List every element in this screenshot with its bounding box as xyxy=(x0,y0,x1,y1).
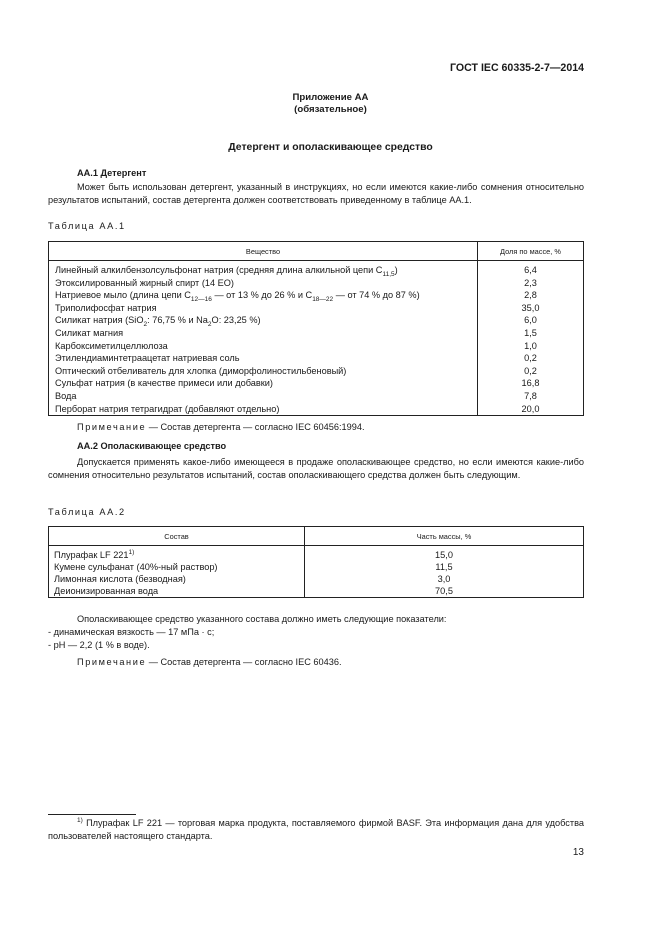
footnote-mark: 1) xyxy=(77,816,83,824)
table-cell-substance: Этилендиаминтетраацетат натриевая соль xyxy=(49,352,478,365)
table-cell-value: 0,2 xyxy=(524,353,537,364)
table-cell-value: 35,0 xyxy=(521,302,540,313)
table-row xyxy=(49,390,584,403)
table-aa1 xyxy=(48,241,584,416)
aa2-text: Допускается применять какое-либо имеющееся в продаже ополаскивающее средство, но если имеются какие-либо сомнения относительно результатов испытаний, состав ополаскивающего средства должен быть следующим. xyxy=(48,457,584,480)
table-cell-value: 70,5 xyxy=(435,586,453,596)
table-cell-component: Плурафак LF 221$^{1)}$ xyxy=(49,546,305,562)
table-cell-component: Деионизированная вода xyxy=(49,585,305,598)
annex-status: (обязательное) xyxy=(294,104,367,115)
table-cell-value: 20,0 xyxy=(521,403,540,414)
table-row xyxy=(49,573,584,585)
table-cell-substance: Натриевое мыло (длина цепи $C_{12—16}$ — от 13 % до 26 % и $C_{18—22}$ — от 74 % до 87 %) xyxy=(49,289,478,302)
aa2-props-intro: Ополаскивающее средство указанного состава должно иметь следующие показатели: xyxy=(77,614,447,624)
table-row xyxy=(49,403,584,416)
note-text: — Состав детергента — согласно IEC 60436. xyxy=(146,657,342,667)
table-row xyxy=(49,352,584,365)
table-cell-substance: Силикат магния xyxy=(49,327,478,340)
table-row xyxy=(49,327,584,340)
aa2-prop-viscosity: - динамическая вязкость — 17 мПа · с; xyxy=(48,627,215,637)
footnote-ref: 1) xyxy=(128,548,135,556)
table-cell-substance: Перборат натрия тетрагидрат (добавляют отдельно) xyxy=(49,403,478,416)
table-cell-component: Кумене сульфанат (40%-ный раствор) xyxy=(49,561,305,573)
table-row xyxy=(49,289,584,302)
table-cell-substance: Сульфат натрия (в качестве примеси или добавки) xyxy=(49,377,478,390)
page-number: 13 xyxy=(572,847,584,858)
aa1-text: Может быть использован детергент, указанный в инструкциях, но если имеются какие-либо сомнения относительно результатов испытаний, состав детергента должен соответствовать приведенному в таблице АА.1. xyxy=(48,182,584,205)
table-aa2-caption: Таблица АА.2 xyxy=(48,507,126,517)
note-label: Примечание xyxy=(77,657,147,667)
table-cell-value: 6,4 xyxy=(524,265,537,275)
table-cell-value: 0,2 xyxy=(524,365,537,376)
table-cell-substance: Карбоксиметилцеллюлоза xyxy=(49,340,478,353)
table-row xyxy=(49,302,584,315)
table-cell-value: 7,8 xyxy=(524,390,537,401)
table-aa2 xyxy=(48,526,584,598)
table-cell-value: 2,8 xyxy=(524,290,537,301)
table-cell-substance: Триполифосфат натрия xyxy=(49,302,478,315)
table-row xyxy=(49,585,584,598)
table-aa1-header-fraction: Доля по массе, % xyxy=(478,242,584,261)
standard-header: ГОСТ IEC 60335-2-7—2014 xyxy=(450,62,584,74)
table-cell-value: 1,0 xyxy=(524,340,537,351)
table-row xyxy=(49,377,584,390)
aa2-heading: АА.2 Ополаскивающее средство xyxy=(77,441,227,451)
table-cell-value: 11,5 xyxy=(435,562,453,572)
aa1-heading: АА.1 Детергент xyxy=(77,168,147,178)
table-cell-value: 1,5 xyxy=(524,327,537,338)
note-text: — Состав детергента — согласно IEC 60456:1994. xyxy=(146,422,365,432)
table-row xyxy=(49,261,584,277)
table-row xyxy=(49,277,584,290)
table-row xyxy=(49,314,584,327)
table-cell-value: 16,8 xyxy=(521,378,540,389)
aa2-note xyxy=(77,657,342,667)
section-title: Детергент и ополаскивающее средство xyxy=(228,142,433,153)
table-cell-substance: Этоксилированный жирный спирт (14 ЕО) xyxy=(49,277,478,290)
table-cell-substance: Линейный алкилбензолсульфонат натрия (средняя длина алкильной цепи $C_{11,5}$) xyxy=(49,261,478,277)
table-cell-value: 2,3 xyxy=(524,277,537,288)
table-aa1-caption: Таблица АА.1 xyxy=(48,221,126,231)
table-row xyxy=(49,365,584,378)
footnote-text: Плурафак LF 221 — торговая марка продукта, поставляемого фирмой BASF. Эта информация дана для удобства пользователей настоящего стандарта. xyxy=(48,818,584,841)
table-cell-substance: Оптический отбеливатель для хлопка (диморфолиностильбеновый) xyxy=(49,365,478,378)
table-aa2-header-mass: Часть массы, % xyxy=(305,527,584,546)
footnote-separator xyxy=(48,814,136,815)
aa1-note xyxy=(77,422,365,432)
table-aa2-header-composition: Состав xyxy=(49,527,305,546)
table-cell-value: 15,0 xyxy=(435,550,453,560)
aa2-prop-ph: - pH — 2,2 (1 % в воде). xyxy=(48,640,150,650)
table-cell-value: 6,0 xyxy=(524,315,537,326)
annex-title: Приложение АА xyxy=(292,92,369,103)
table-aa1-header-substance: Вещество xyxy=(49,242,478,261)
table-cell-substance: Силикат натрия (SiO$_2$: 76,75 % и $Na_2O$: 23,25 %) xyxy=(49,314,478,327)
table-row xyxy=(49,561,584,573)
footnote xyxy=(48,817,584,843)
table-cell-substance: Вода xyxy=(49,390,478,403)
note-label: Примечание xyxy=(77,422,147,432)
table-row xyxy=(49,546,584,562)
table-cell-component: Лимонная кислота (безводная) xyxy=(49,573,305,585)
table-cell-value: 3,0 xyxy=(437,574,451,584)
table-row xyxy=(49,340,584,353)
